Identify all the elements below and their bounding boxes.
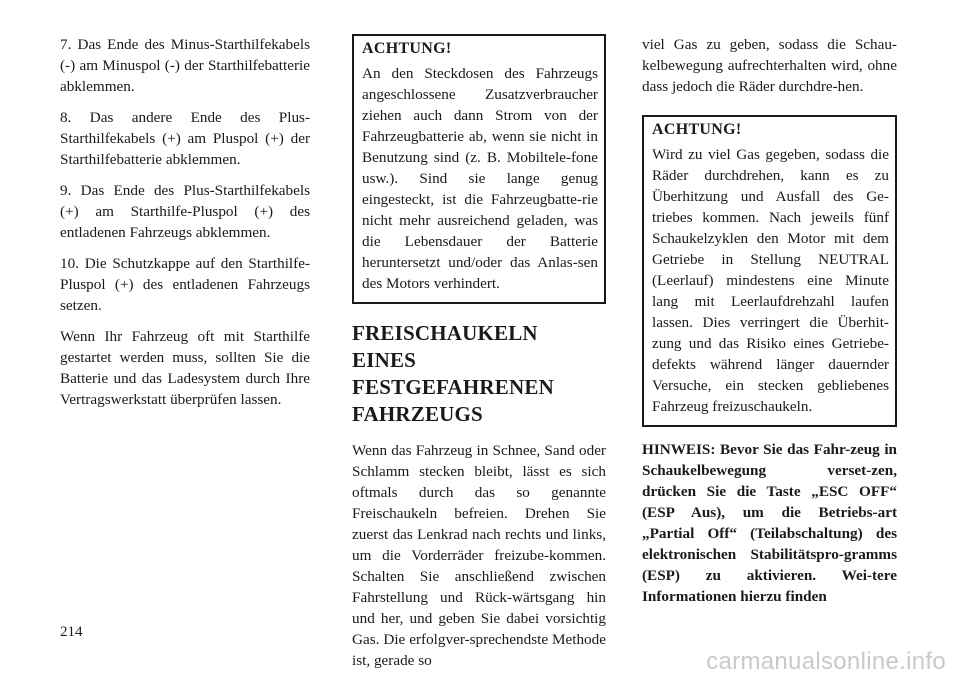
warning-title: ACHTUNG! [362,40,452,57]
warning-box-battery [352,34,606,304]
step-7: 7. Das Ende des Minus-Starthilfekabels (-) am Minuspol (-) der Starthilfebatterie abklemmen. [60,36,310,95]
service-advice: Wenn Ihr Fahrzeug oft mit Starthilfe gestartet werden muss, sollten Sie die Batterie und das Ladesystem durch Ihre Vertragswerkstatt überprüfen lassen. [60,328,310,408]
step-8: 8. Das andere Ende des Plus-Starthilfekabels (+) am Pluspol (+) der Starthilfebatterie abklemmen. [60,109,310,168]
step-10: 10. Die Schutzkappe auf den Starthilfe-Pluspol (+) des entladenen Fahrzeugs setzen. [60,255,310,314]
warning-title: ACHTUNG! [652,121,742,138]
body-continuation: viel Gas zu geben, sodass die Schau-kelbewegung aufrechterhalten wird, ohne dass jedoch die Räder durchdre-hen. [642,36,897,95]
page-number: 214 [60,624,83,640]
middle-column [352,34,606,681]
warning-text: Wird zu viel Gas gegeben, sodass die Räder durchdrehen, kann es zu Überhitzung und Ausfall des Ge-triebes kommen. Nach jeweils fünf Schaukelzyklen den Motor mit dem Getriebe in Stellung NEUTRAL (Leerlauf) mindestens eine Minute lang mit Leerlaufdrehzahl laufen lassen. Dies verringert die Überhit-zung und das Risiko eines Getriebe-defekts während länger dauernder Versuche, ein stecken gebliebenes Fahrzeug freizuschaukeln. [652,146,889,415]
left-column [60,34,310,420]
watermark: carmanualsonline.info [706,648,946,675]
right-column [642,34,897,617]
step-9: 9. Das Ende des Plus-Starthilfekabels (+) am Starthilfe-Pluspol (+) des entladenen Fahrzeugs abklemmen. [60,182,310,241]
note-paragraph: HINWEIS: Bevor Sie das Fahr-zeug in Schaukelbewegung verset-zen, drücken Sie die Taste „ESC OFF“ (ESP Aus), um die Betriebs-art „Partial Off“ (Teilabschaltung) des elektronischen Stabilitätspro-gramms (ESP) zu aktivieren. Wei-tere Informationen hierzu finden [642,441,897,605]
warning-text: An den Steckdosen des Fahrzeugs angeschlossene Zusatzverbraucher ziehen auch dann Strom von der Fahrzeugbatterie ab, wenn sie nicht in Benutzung sind (z. B. Mobiltele-fone usw.). Sind sie lange genug eingesteckt, ist die Fahrzeugbatte-rie nicht mehr ausreichend geladen, was die Lebensdauer der Batterie heruntersetzt und/oder das Anlas-sen des Motors verhindert. [362,65,598,292]
section-body: Wenn das Fahrzeug in Schnee, Sand oder Schlamm stecken bleibt, lässt es sich oftmals durch das so genannte Freischaukeln befreien. Drehen Sie zuerst das Lenkrad nach rechts und links, um die Vorderräder freizube-kommen. Schalten Sie anschließend zwischen Fahrstellung und Rück-wärtsgang hin und her, und geben Sie dabei vorsichtig Gas. Die erfolgver-sprechendste Methode ist, gerade so [352,442,606,669]
section-heading: FREISCHAUKELN EINES FESTGEFAHRENEN FAHRZEUGS [352,321,554,426]
warning-box-transmission [642,115,897,427]
